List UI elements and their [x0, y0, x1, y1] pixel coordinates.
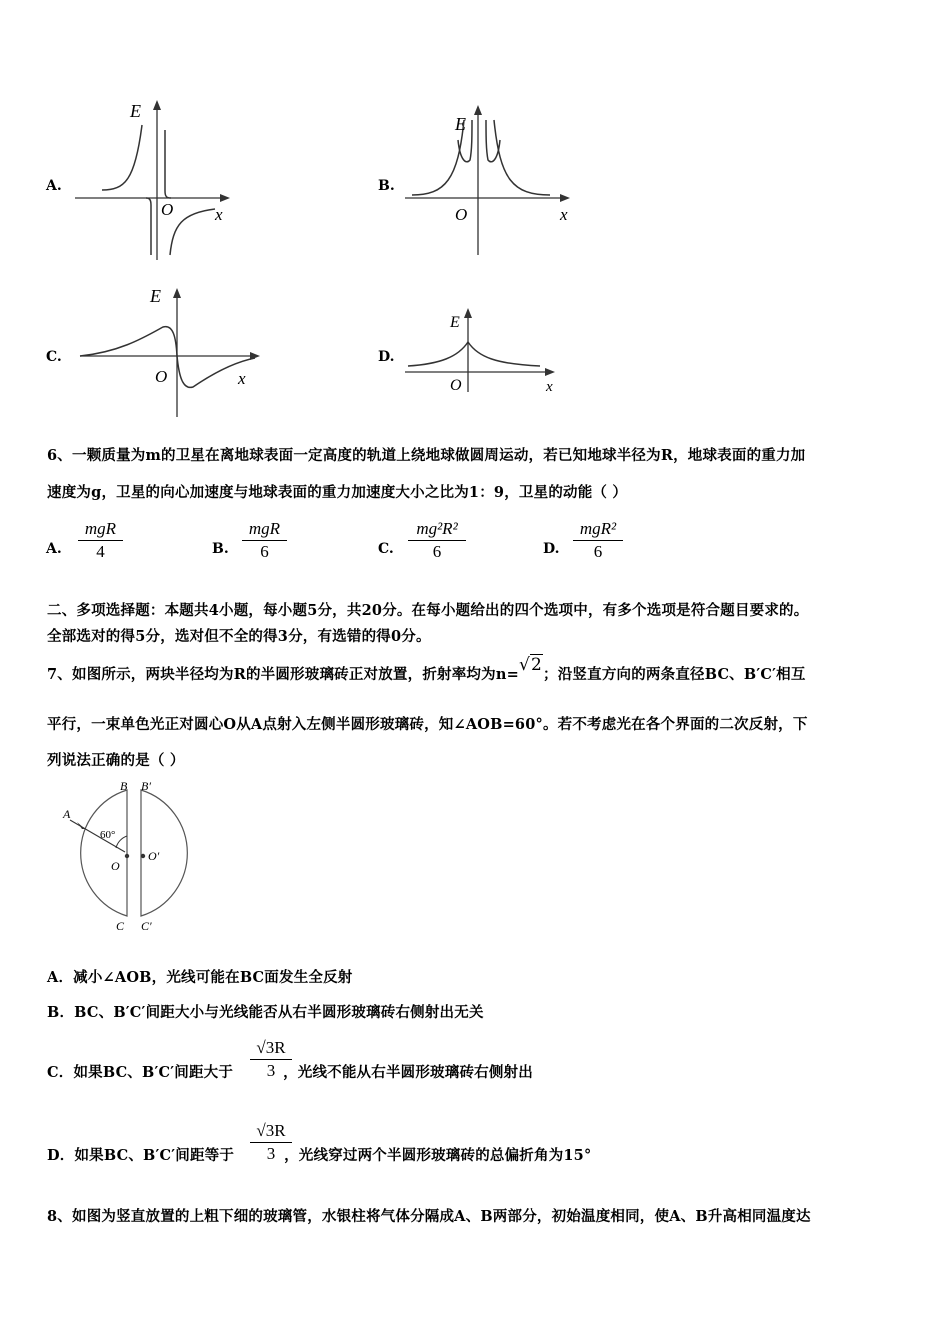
origin-label: O: [450, 377, 462, 394]
axis-e-label: E: [450, 314, 460, 331]
option-c-label: C.: [46, 349, 62, 365]
origin-label: O: [155, 367, 168, 386]
q6-option-a-fraction: mgR 4: [78, 519, 123, 562]
q7-line2: 平行，一束单色光正对圆心O从A点射入左侧半圆形玻璃砖，知∠AOB=60°。若不考虑光在各个界面的二次反射，下: [47, 716, 808, 733]
point-o-prime-label: O′: [148, 849, 160, 863]
point-b-label: B: [120, 779, 128, 793]
semicircle-figure: [55, 778, 220, 938]
point-c-label: C: [116, 919, 125, 933]
q7-option-d-pre: D．如果BC、B′C′间距等于: [47, 1147, 235, 1164]
axis-x-label: x: [238, 369, 246, 388]
graph-b: [400, 100, 585, 265]
q7-option-b: B．BC、B′C′间距大小与光线能否从右半圆形玻璃砖右侧射出无关: [47, 1004, 484, 1021]
q7-option-d-fraction: √3R 3: [250, 1121, 292, 1164]
option-b-label: B.: [378, 178, 395, 194]
q7-option-a: A．减小∠AOB，光线可能在BC面发生全反射: [47, 969, 353, 986]
sqrt2: √2: [518, 655, 543, 675]
graph-a: [70, 95, 240, 265]
axis-x-label: x: [546, 379, 553, 395]
axis-x-label: x: [215, 205, 223, 224]
q7-option-d: [47, 1144, 591, 1165]
q7-line3: 列说法正确的是（ ）: [47, 752, 185, 769]
q6-text-line2: 速度为g，卫星的向心加速度与地球表面的重力加速度大小之比为1：9，卫星的动能（ ）: [47, 484, 628, 501]
graph-d: [400, 302, 570, 397]
q7-line1-a: 7、如图所示，两块半径均为R的半圆形玻璃砖正对放置，折射率均为n=: [47, 666, 519, 683]
q6-option-d-label: D.: [543, 541, 560, 557]
q7-option-c-fraction: √3R 3: [250, 1038, 292, 1081]
q7-option-c-pre: C．如果BC、B′C′间距大于: [47, 1064, 234, 1081]
point-c-prime-label: C′: [141, 919, 152, 933]
q6-option-d-fraction: mgR² 6: [573, 519, 623, 562]
q8-line1: 8、如图为竖直放置的上粗下细的玻璃管，水银柱将气体分隔成A、B两部分，初始温度相同，使A、B升高相同温度达: [47, 1208, 811, 1225]
option-a-label: A.: [46, 178, 62, 194]
point-o-label: O: [111, 859, 120, 873]
axis-e-label: E: [130, 101, 141, 121]
q7-line1: [47, 655, 806, 684]
q6-option-b-fraction: mgR 6: [242, 519, 287, 562]
q7-line1-b: ；沿竖直方向的两条直径BC、B′C′相互: [543, 666, 806, 683]
q7-option-d-post: ，光线穿过两个半圆形玻璃砖的总偏折角为15°: [284, 1147, 592, 1164]
q6-option-b-label: B.: [212, 541, 229, 557]
q6-option-a-label: A.: [46, 541, 62, 557]
axis-x-label: x: [560, 205, 568, 224]
q6-text-line1: 6、一颗质量为m的卫星在离地球表面一定高度的轨道上绕地球做圆周运动，若已知地球半径为R，地球表面的重力加: [47, 447, 806, 464]
q7-option-c-post: ，光线不能从右半圆形玻璃砖右侧射出: [283, 1064, 533, 1081]
axis-e-label: E: [455, 114, 466, 134]
option-d-label: D.: [378, 349, 395, 365]
angle-label: 60°: [100, 829, 116, 841]
point-a-label: A: [63, 807, 71, 821]
section2-line2: 全部选对的得5分，选对但不全的得3分，有选错的得0分。: [47, 628, 431, 645]
section2-line1: 二、多项选择题：本题共4小题，每小题5分，共20分。在每小题给出的四个选项中，有多个选项是符合题目要求的。: [47, 602, 809, 619]
point-b-prime-label: B′: [141, 779, 151, 793]
axis-e-label: E: [150, 286, 161, 306]
graph-c: [75, 282, 270, 422]
origin-label: O: [161, 200, 174, 219]
q6-option-c-label: C.: [378, 541, 394, 557]
origin-label: O: [455, 205, 468, 224]
q6-option-c-fraction: mg²R² 6: [408, 519, 466, 562]
